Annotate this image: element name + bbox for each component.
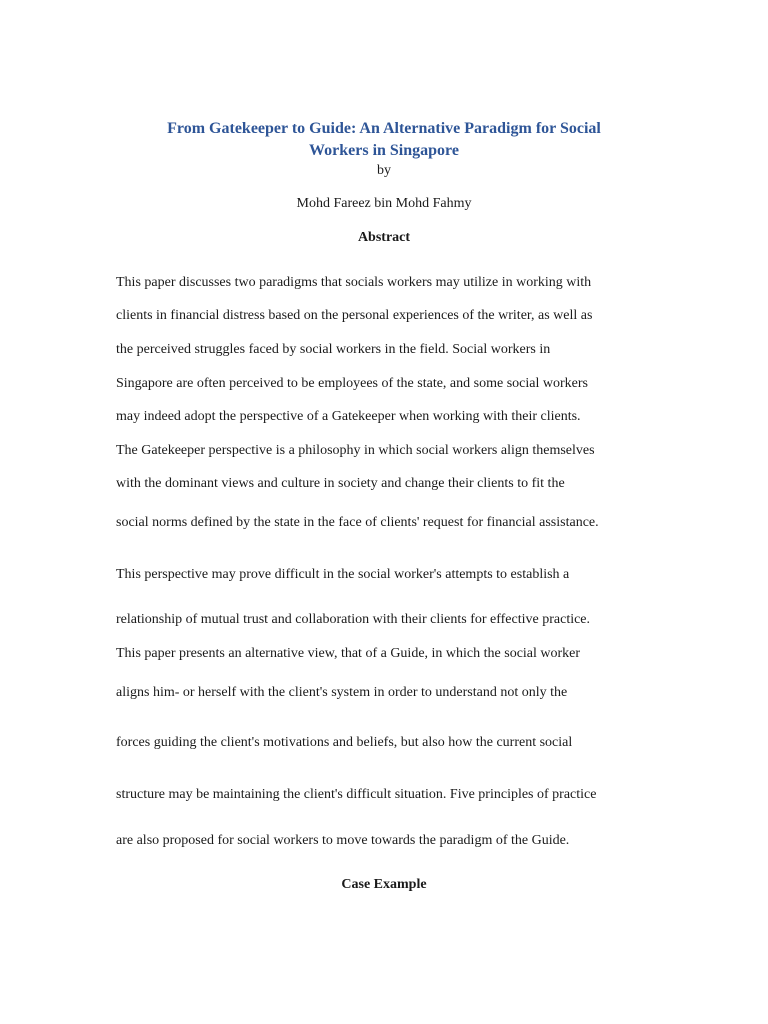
byline: by [377, 163, 391, 178]
case-example-heading: Case Example [341, 877, 427, 892]
abstract-line: with the dominant views and culture in society and change their clients to fit the [116, 476, 565, 491]
abstract-line: clients in financial distress based on the personal experiences of the writer, as well as [116, 308, 593, 323]
abstract-line: The Gatekeeper perspective is a philosophy in which social workers align themselves [116, 443, 595, 458]
abstract-line: are also proposed for social workers to move towards the paradigm of the Guide. [116, 833, 570, 848]
abstract-line: Singapore are often perceived to be employees of the state, and some social workers [116, 376, 588, 391]
abstract-line: the perceived struggles faced by social workers in the field. Social workers in [116, 342, 551, 357]
abstract-line: relationship of mutual trust and collaboration with their clients for effective practice. [116, 612, 591, 627]
abstract-line: This perspective may prove difficult in the social worker's attempts to establish a [116, 567, 570, 582]
abstract-line: This paper presents an alternative view, that of a Guide, in which the social worker [116, 646, 581, 661]
paper-title-line-2: Workers in Singapore [309, 142, 459, 159]
abstract-line: social norms defined by the state in the face of clients' request for financial assistance. [116, 515, 599, 530]
abstract-heading: Abstract [357, 230, 411, 245]
paper-title-line-1: From Gatekeeper to Guide: An Alternative Paradigm for Social [167, 120, 601, 137]
abstract-line: structure may be maintaining the client's difficult situation. Five principles of practice [116, 787, 597, 802]
abstract-line: may indeed adopt the perspective of a Gatekeeper when working with their clients. [116, 409, 581, 424]
abstract-line: aligns him- or herself with the client's system in order to understand not only the [116, 685, 568, 700]
author-name: Mohd Fareez bin Mohd Fahmy [296, 196, 472, 211]
abstract-line: This paper discusses two paradigms that socials workers may utilize in working with [116, 275, 592, 290]
abstract-line: forces guiding the client's motivations and beliefs, but also how the current social [116, 735, 573, 750]
